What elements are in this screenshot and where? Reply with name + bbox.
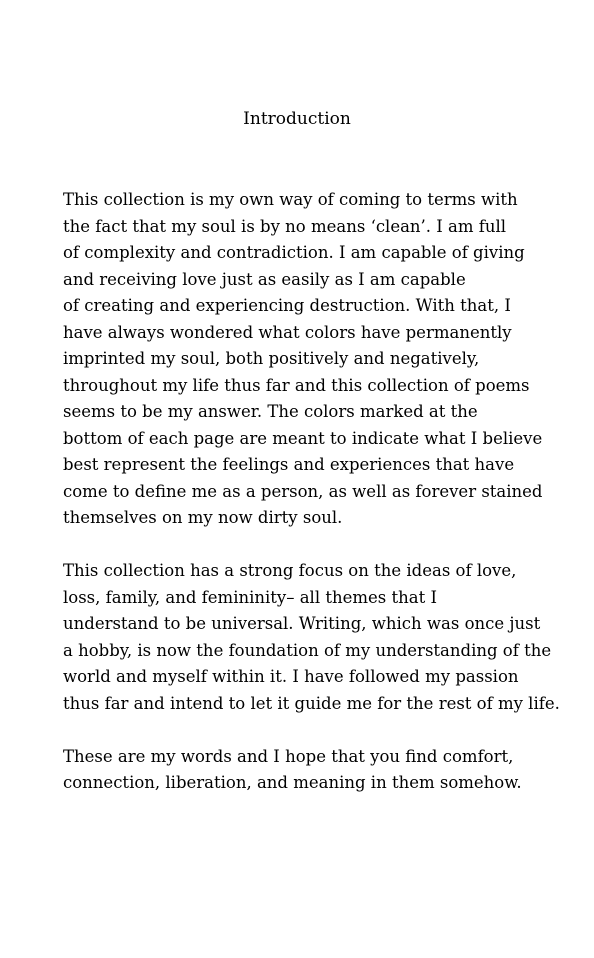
text-line: best represent the feelings and experiences that have xyxy=(63,455,515,474)
text-line: and receiving love just as easily as I am capable xyxy=(63,269,466,289)
text-line: seems to be my answer. The colors marked at the xyxy=(63,402,478,421)
paragraph-2 xyxy=(63,558,573,717)
text-line: world and myself within it. I have followed my passion xyxy=(63,667,519,686)
page-title: Introduction xyxy=(243,109,351,129)
text-line: of complexity and contradiction. I am capable of giving xyxy=(63,243,525,262)
text-line: imprinted my soul, both positively and negatively, xyxy=(63,349,480,368)
text-line: This collection is my own way of coming to terms with xyxy=(63,190,518,209)
paragraph-3 xyxy=(63,744,573,797)
text-line: loss, family, and femininity– all themes that I xyxy=(63,587,437,607)
paragraph-1 xyxy=(63,187,573,532)
text-line: come to define me as a person, as well as forever stained xyxy=(63,481,543,501)
text-line: themselves on my now dirty soul. xyxy=(63,508,343,527)
text-line: of creating and experiencing destruction. With that, I xyxy=(63,296,511,315)
text-line: a hobby, is now the foundation of my understanding of the xyxy=(63,640,552,660)
text-line: understand to be universal. Writing, which was once just xyxy=(63,614,541,633)
document-body xyxy=(63,187,573,823)
text-line: These are my words and I hope that you find comfort, xyxy=(63,746,514,766)
text-line: have always wondered what colors have permanently xyxy=(63,322,512,342)
text-line: throughout my life thus far and this collection of poems xyxy=(63,375,530,395)
text-line: bottom of each page are meant to indicate what I believe xyxy=(63,428,543,448)
text-line: This collection has a strong focus on the ideas of love, xyxy=(63,561,517,580)
text-line: connection, liberation, and meaning in them somehow. xyxy=(63,773,522,792)
text-line: the fact that my soul is by no means ‘clean’. I am full xyxy=(63,216,507,236)
text-line: thus far and intend to let it guide me for the rest of my life. xyxy=(63,693,560,713)
